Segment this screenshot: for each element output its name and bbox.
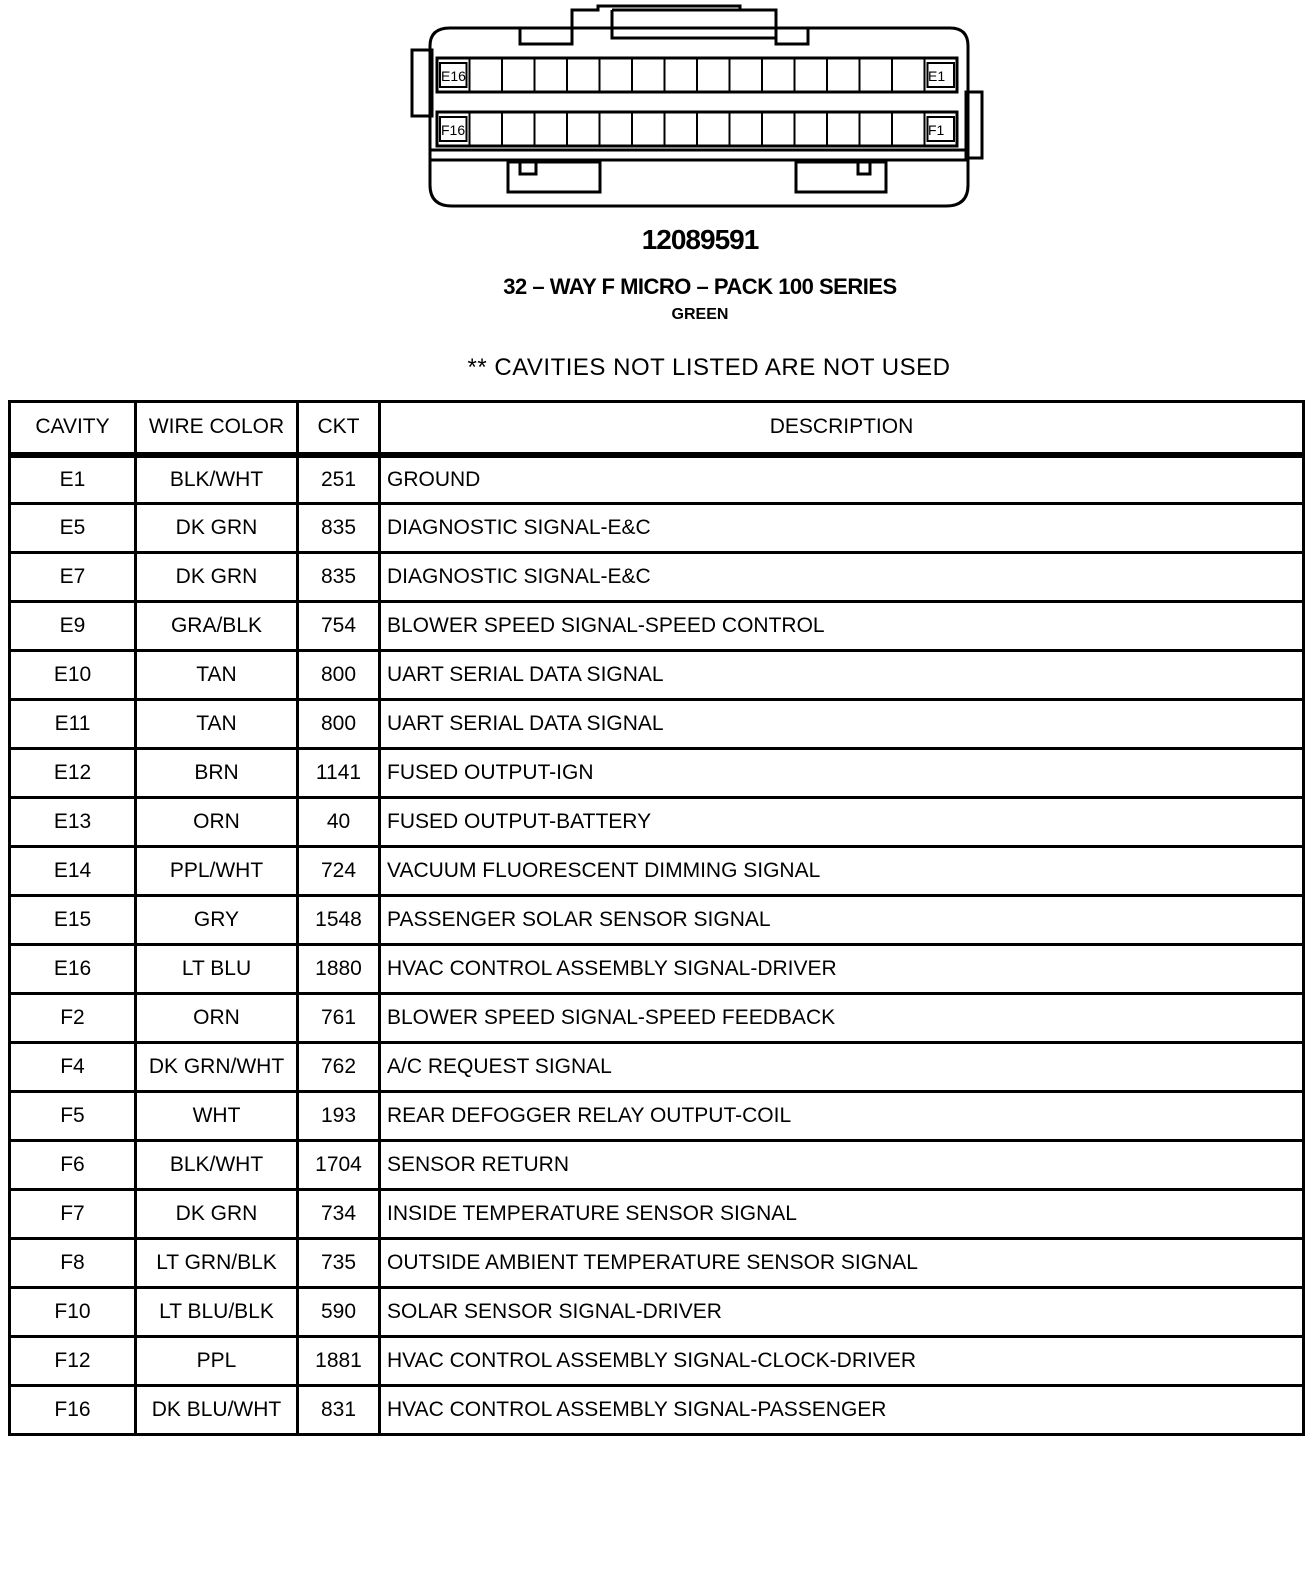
table-row [10,847,1304,896]
cell-ckt: 724 [298,847,380,896]
cell-cavity: E5 [10,504,136,553]
cell-cavity: E7 [10,553,136,602]
table-row [10,798,1304,847]
cell-wire-color: BRN [136,749,298,798]
cell-wire-color: DK GRN [136,553,298,602]
cell-cavity: E14 [10,847,136,896]
cell-description: UART SERIAL DATA SIGNAL [380,651,1304,700]
cell-ckt: 1548 [298,896,380,945]
cell-ckt: 761 [298,994,380,1043]
table-row [10,602,1304,651]
cell-wire-color: BLK/WHT [136,455,298,504]
cell-wire-color: ORN [136,798,298,847]
pin-label-f16: F16 [441,122,466,138]
cell-ckt: 754 [298,602,380,651]
cell-description: GROUND [380,455,1304,504]
cell-wire-color: DK GRN [136,504,298,553]
cell-cavity: F8 [10,1239,136,1288]
table-row [10,1141,1304,1190]
cell-ckt: 1704 [298,1141,380,1190]
cell-cavity: F7 [10,1190,136,1239]
cell-ckt: 251 [298,455,380,504]
cell-description: VACUUM FLUORESCENT DIMMING SIGNAL [380,847,1304,896]
connector-key-right [796,162,886,192]
connector-name: 32 – WAY F MICRO – PACK 100 SERIES [503,274,897,299]
table-row [10,1337,1304,1386]
cell-cavity: E10 [10,651,136,700]
cell-wire-color: GRA/BLK [136,602,298,651]
table-row [10,1043,1304,1092]
table-header-row [10,402,1304,455]
cell-cavity: E11 [10,700,136,749]
cell-cavity: F16 [10,1386,136,1435]
cell-description: DIAGNOSTIC SIGNAL-E&C [380,553,1304,602]
table-row [10,896,1304,945]
cell-wire-color: PPL [136,1337,298,1386]
cell-description: HVAC CONTROL ASSEMBLY SIGNAL-CLOCK-DRIVER [380,1337,1304,1386]
pinout-table [8,400,1305,1436]
cell-wire-color: DK BLU/WHT [136,1386,298,1435]
cell-cavity: E15 [10,896,136,945]
cell-description: OUTSIDE AMBIENT TEMPERATURE SENSOR SIGNAL [380,1239,1304,1288]
cell-description: DIAGNOSTIC SIGNAL-E&C [380,504,1304,553]
cell-wire-color: TAN [136,700,298,749]
cell-ckt: 835 [298,504,380,553]
cell-ckt: 193 [298,1092,380,1141]
part-number: 12089591 [641,224,759,255]
cell-wire-color: DK GRN/WHT [136,1043,298,1092]
cell-ckt: 800 [298,651,380,700]
table-row [10,1239,1304,1288]
cell-wire-color: LT GRN/BLK [136,1239,298,1288]
header-wire-color: WIRE COLOR [136,402,298,455]
cell-cavity: F12 [10,1337,136,1386]
cell-cavity: E13 [10,798,136,847]
cell-description: A/C REQUEST SIGNAL [380,1043,1304,1092]
table-row [10,700,1304,749]
cell-wire-color: DK GRN [136,1190,298,1239]
cell-description: PASSENGER SOLAR SENSOR SIGNAL [380,896,1304,945]
table-row [10,1092,1304,1141]
cell-ckt: 1880 [298,945,380,994]
cell-cavity: E9 [10,602,136,651]
table-row [10,1190,1304,1239]
cell-description: BLOWER SPEED SIGNAL-SPEED CONTROL [380,602,1304,651]
table-row [10,1288,1304,1337]
cell-ckt: 40 [298,798,380,847]
connector-color: GREEN [671,306,729,323]
table-row [10,455,1304,504]
cell-description: UART SERIAL DATA SIGNAL [380,700,1304,749]
cell-cavity: F6 [10,1141,136,1190]
pin-label-f1: F1 [928,122,945,138]
cell-description: FUSED OUTPUT-IGN [380,749,1304,798]
cell-wire-color: LT BLU/BLK [136,1288,298,1337]
cell-wire-color: TAN [136,651,298,700]
cell-description: INSIDE TEMPERATURE SENSOR SIGNAL [380,1190,1304,1239]
table-row [10,749,1304,798]
pin-label-e1: E1 [928,68,946,84]
cell-description: FUSED OUTPUT-BATTERY [380,798,1304,847]
cell-description: REAR DEFOGGER RELAY OUTPUT-COIL [380,1092,1304,1141]
cell-ckt: 800 [298,700,380,749]
cell-ckt: 590 [298,1288,380,1337]
cell-cavity: F5 [10,1092,136,1141]
table-row [10,553,1304,602]
cell-ckt: 1881 [298,1337,380,1386]
header-ckt: CKT [298,402,380,455]
cell-description: BLOWER SPEED SIGNAL-SPEED FEEDBACK [380,994,1304,1043]
cell-ckt: 1141 [298,749,380,798]
cell-wire-color: GRY [136,896,298,945]
cell-cavity: F10 [10,1288,136,1337]
cell-wire-color: PPL/WHT [136,847,298,896]
header-description: DESCRIPTION [380,402,1304,455]
cell-description: HVAC CONTROL ASSEMBLY SIGNAL-DRIVER [380,945,1304,994]
cell-description: SOLAR SENSOR SIGNAL-DRIVER [380,1288,1304,1337]
cell-wire-color: WHT [136,1092,298,1141]
cell-cavity: F4 [10,1043,136,1092]
cell-wire-color: BLK/WHT [136,1141,298,1190]
table-row [10,651,1304,700]
pin-label-e16: E16 [441,68,466,84]
cell-description: HVAC CONTROL ASSEMBLY SIGNAL-PASSENGER [380,1386,1304,1435]
cell-description: SENSOR RETURN [380,1141,1304,1190]
cell-ckt: 734 [298,1190,380,1239]
cell-cavity: F2 [10,994,136,1043]
cell-ckt: 735 [298,1239,380,1288]
table-row [10,994,1304,1043]
connector-key-left [508,162,600,192]
table-row [10,504,1304,553]
cell-wire-color: ORN [136,994,298,1043]
cell-cavity: E1 [10,455,136,504]
connector-diagram [400,0,1000,225]
table-row [10,945,1304,994]
cell-cavity: E16 [10,945,136,994]
cell-ckt: 835 [298,553,380,602]
table-row [10,1386,1304,1435]
cell-ckt: 831 [298,1386,380,1435]
header-cavity: CAVITY [10,402,136,455]
cell-wire-color: LT BLU [136,945,298,994]
unused-cavities-note: ** CAVITIES NOT LISTED ARE NOT USED [467,354,951,381]
cell-cavity: E12 [10,749,136,798]
cell-ckt: 762 [298,1043,380,1092]
